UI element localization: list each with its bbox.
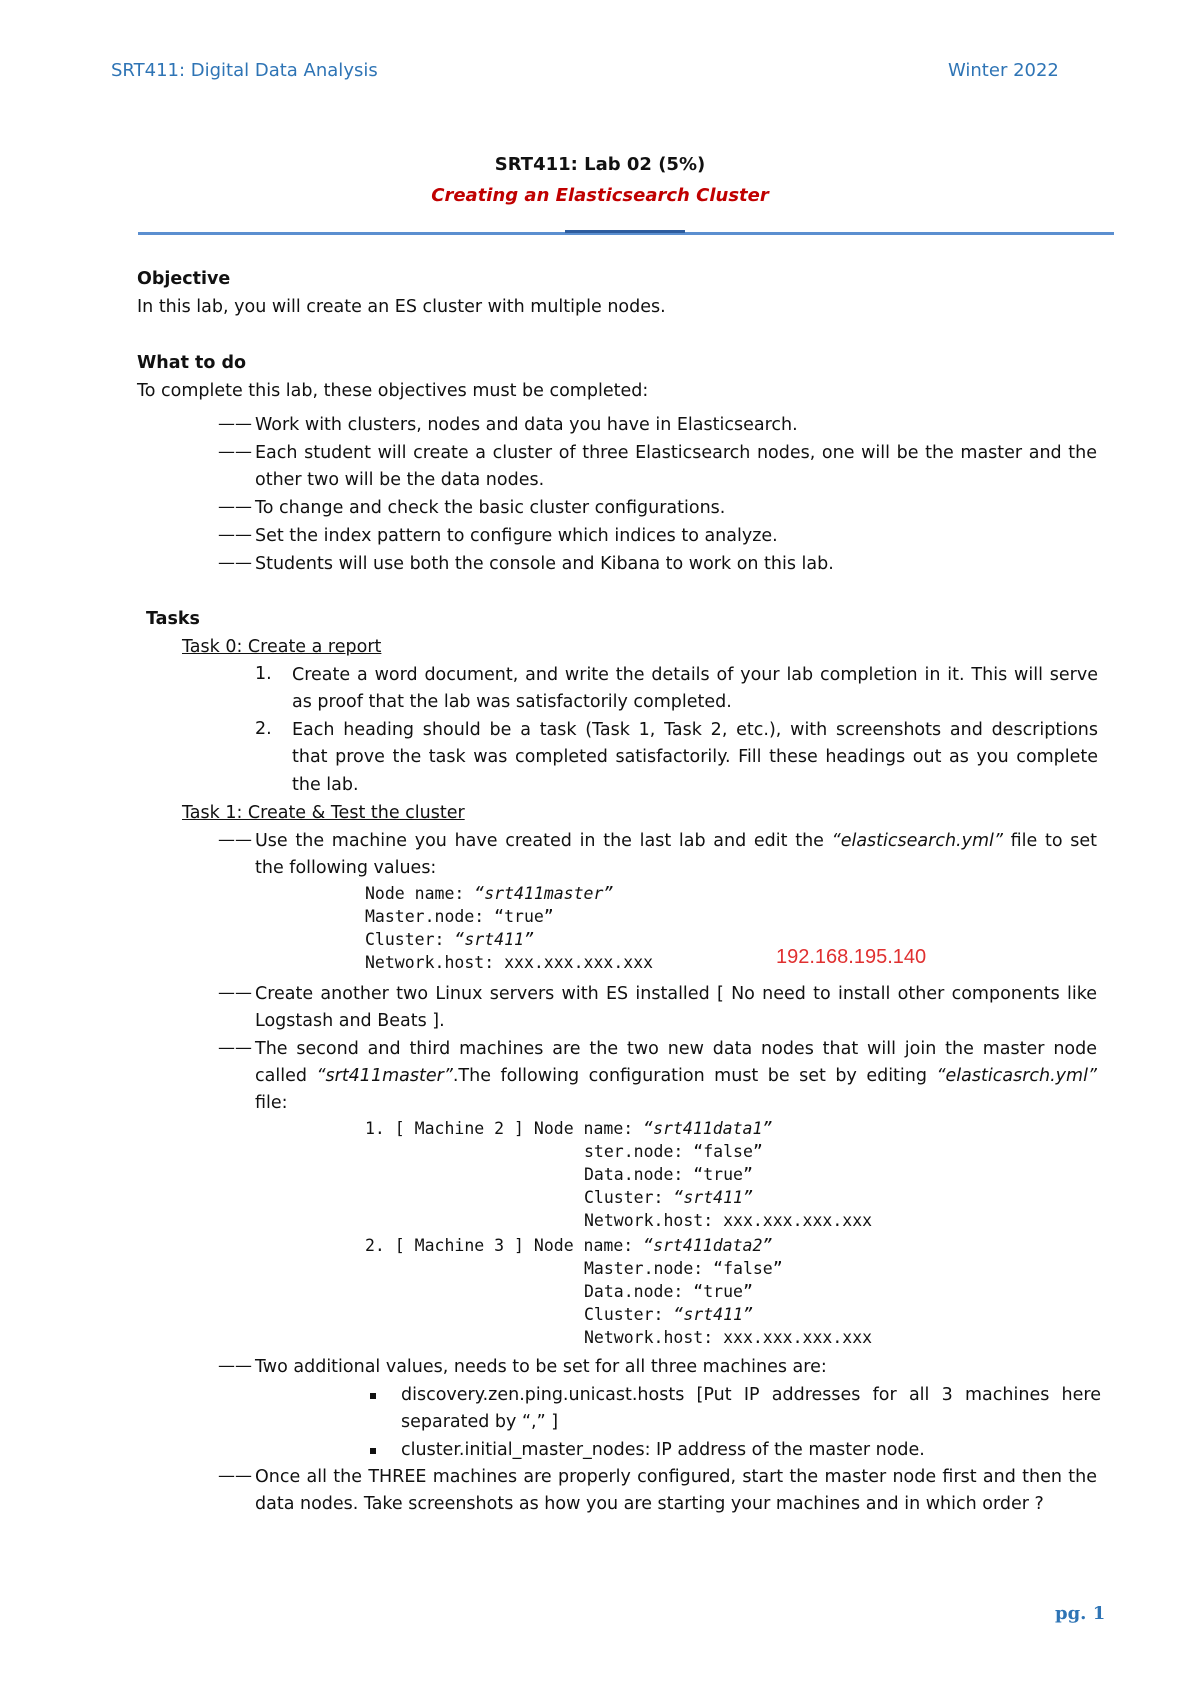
cfg-key: Node name: bbox=[533, 1236, 644, 1255]
machine3-cfg-line1 bbox=[365, 1235, 772, 1257]
cfg-key: Node name: bbox=[365, 884, 475, 903]
task1-b3-line2 bbox=[255, 1065, 1097, 1087]
list-item: Work with clusters, nodes and data you have in Elasticsearch. bbox=[255, 415, 798, 435]
machine2-cfg-line2: ster.node: “false” bbox=[584, 1142, 763, 1161]
machine3-cfg-line4 bbox=[584, 1304, 753, 1326]
square-bullet bbox=[370, 1448, 376, 1454]
list-item: Each student will create a cluster of three Elasticsearch nodes, one will be the master and the bbox=[255, 443, 1097, 463]
b3-text: called bbox=[255, 1066, 317, 1086]
tasks-heading: Tasks bbox=[146, 609, 200, 629]
task1-b5-line2: data nodes. Take screenshots as how you are starting your machines and in which order ? bbox=[255, 1494, 1044, 1514]
task0-item2-line1: Each heading should be a task (Task 1, Task 2, etc.), with screenshots and descriptions bbox=[292, 720, 1098, 740]
b1-text: Use the machine you have created in the last lab and edit the bbox=[255, 831, 832, 851]
task0-item1-line1: Create a word document, and write the details of your lab completion in it. This will serve bbox=[292, 665, 1098, 685]
doc-subtitle: Creating an Elasticsearch Cluster bbox=[431, 185, 769, 206]
title-rule-accent bbox=[565, 230, 685, 233]
task1-b3-line1: The second and third machines are the two new data nodes that will join the master node bbox=[255, 1039, 1097, 1059]
cfg-key: Cluster: bbox=[365, 930, 455, 949]
cfg-value: “srt411” bbox=[673, 1188, 753, 1207]
task0-item1-line2: as proof that the lab was satisfactorily completed. bbox=[292, 692, 732, 712]
cfg-value: “srt411” bbox=[454, 930, 534, 949]
task1-b4-line1: Two additional values, needs to be set for all three machines are: bbox=[255, 1357, 827, 1377]
header-term: Winter 2022 bbox=[948, 60, 1059, 81]
bullet-dash: —— bbox=[218, 414, 252, 434]
list-item: Set the index pattern to configure which indices to analyze. bbox=[255, 526, 778, 546]
master-cfg-line1 bbox=[365, 883, 613, 905]
bullet-dash: —— bbox=[218, 525, 252, 545]
doc-title: SRT411: Lab 02 (5%) bbox=[494, 154, 706, 175]
bullet-dash: —— bbox=[218, 1356, 252, 1376]
b3-name: “srt411master” bbox=[316, 1066, 453, 1086]
machine2-cfg-line3: Data.node: “true” bbox=[584, 1165, 753, 1184]
b1-file: “elasticsearch.yml” bbox=[831, 831, 1003, 851]
what-to-do-heading: What to do bbox=[137, 353, 247, 373]
machine-prefix: 2. [ Machine 3 ] bbox=[365, 1236, 534, 1255]
sub-item1-line1: discovery.zen.ping.unicast.hosts [Put IP addresses for all 3 machines here bbox=[401, 1385, 1101, 1405]
b1-post: file to set bbox=[1002, 831, 1098, 851]
handwritten-ip-annotation: 192.168.195.140 bbox=[776, 946, 927, 968]
b3-text: .The following configuration must be set by editing bbox=[452, 1066, 937, 1086]
what-to-do-intro: To complete this lab, these objectives must be completed: bbox=[137, 381, 649, 401]
square-bullet bbox=[370, 1393, 376, 1399]
cfg-value: “srt411data2” bbox=[643, 1236, 773, 1255]
cfg-value: “srt411data1” bbox=[643, 1119, 773, 1138]
machine3-cfg-line2: Master.node: “false” bbox=[584, 1259, 783, 1278]
b3-file: “elasticasrch.yml” bbox=[936, 1066, 1097, 1086]
sub-item2-line1: cluster.initial_master_nodes: IP address of the master node. bbox=[401, 1440, 925, 1460]
task1-b1-line2: the following values: bbox=[255, 858, 437, 878]
bullet-dash: —— bbox=[218, 830, 252, 850]
task0-title: Task 0: Create a report bbox=[182, 637, 382, 657]
list-item-continued: other two will be the data nodes. bbox=[255, 470, 545, 490]
task1-b2-line1: Create another two Linux servers with ES installed [ No need to install other components like bbox=[255, 984, 1097, 1004]
cfg-value: “srt411master” bbox=[474, 884, 614, 903]
machine-prefix: 1. [ Machine 2 ] bbox=[365, 1119, 534, 1138]
machine2-cfg-line5: Network.host: xxx.xxx.xxx.xxx bbox=[584, 1211, 873, 1230]
cfg-key: Node name: bbox=[533, 1119, 644, 1138]
objective-heading: Objective bbox=[137, 269, 231, 289]
cfg-value: “srt411” bbox=[673, 1305, 753, 1324]
task1-b3-line3: file: bbox=[255, 1093, 288, 1113]
task1-b1-line1 bbox=[255, 830, 1097, 852]
bullet-dash: —— bbox=[218, 553, 252, 573]
bullet-dash: —— bbox=[218, 1466, 252, 1486]
task1-b2-line2: Logstash and Beats ]. bbox=[255, 1011, 445, 1031]
task1-b5-line1: Once all the THREE machines are properly configured, start the master node first and then the bbox=[255, 1467, 1097, 1487]
task1-title: Task 1: Create & Test the cluster bbox=[182, 803, 465, 823]
header-course: SRT411: Digital Data Analysis bbox=[111, 60, 378, 81]
master-cfg-line3 bbox=[365, 929, 534, 951]
page-number: pg. 1 bbox=[1055, 1603, 1106, 1624]
task0-item2-line2: that prove the task was completed satisfactorily. Fill these headings out as you complete bbox=[292, 747, 1098, 767]
machine3-cfg-line5: Network.host: xxx.xxx.xxx.xxx bbox=[584, 1328, 873, 1347]
machine2-cfg-line1 bbox=[365, 1118, 772, 1140]
cfg-key: Cluster: bbox=[584, 1305, 674, 1324]
list-item: To change and check the basic cluster configurations. bbox=[255, 498, 726, 518]
bullet-dash: —— bbox=[218, 1038, 252, 1058]
machine2-cfg-line4 bbox=[584, 1187, 753, 1209]
objective-text: In this lab, you will create an ES cluster with multiple nodes. bbox=[137, 297, 666, 317]
bullet-dash: —— bbox=[218, 442, 252, 462]
bullet-dash: —— bbox=[218, 983, 252, 1003]
master-cfg-line2: Master.node: “true” bbox=[365, 907, 554, 926]
list-number: 1. bbox=[255, 664, 272, 684]
list-item: Students will use both the console and Kibana to work on this lab. bbox=[255, 554, 834, 574]
master-cfg-line4: Network.host: xxx.xxx.xxx.xxx bbox=[365, 953, 654, 972]
cfg-key: Cluster: bbox=[584, 1188, 674, 1207]
bullet-dash: —— bbox=[218, 497, 252, 517]
sub-item1-line2: separated by “,” ] bbox=[401, 1412, 559, 1432]
list-number: 2. bbox=[255, 719, 272, 739]
machine3-cfg-line3: Data.node: “true” bbox=[584, 1282, 753, 1301]
task0-item2-line3: the lab. bbox=[292, 775, 359, 795]
